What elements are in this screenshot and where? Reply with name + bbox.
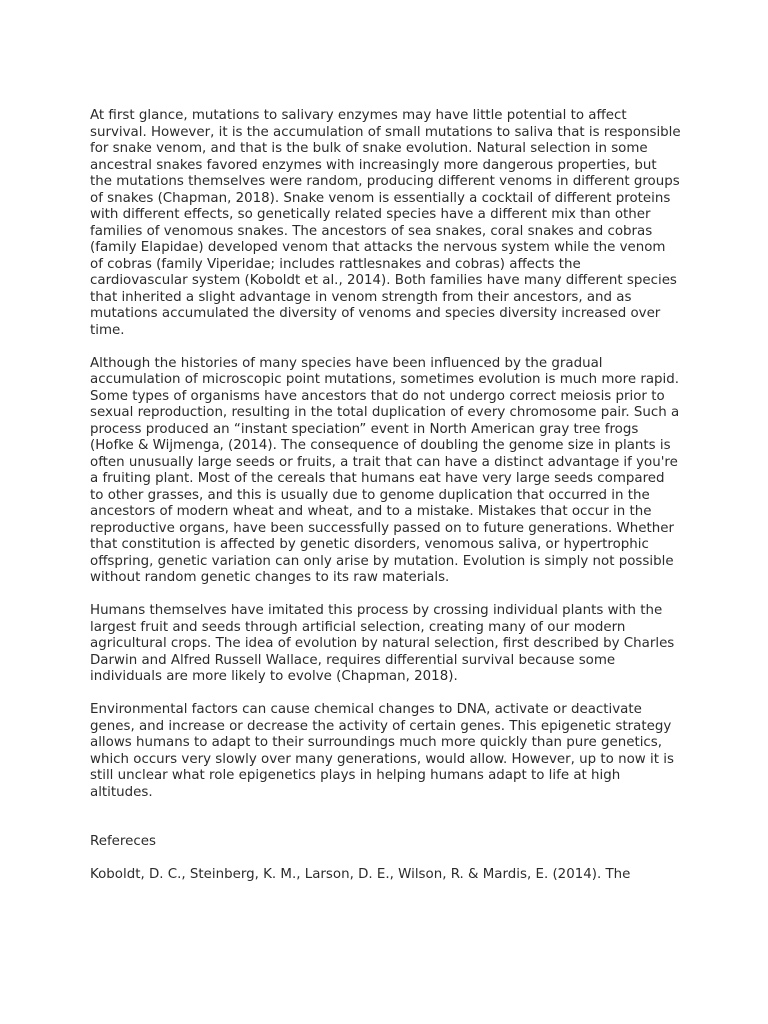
body-paragraph-1: At first glance, mutations to salivary enzymes may have little potential to affect survival. However, it is the accumulation of small mutations to saliva that is responsible for snake venom, and that is the bulk of snake evolution. Natural selection in some ancestral snakes favored enzymes with increasingly more dangerous properties, but the mutations themselves were random, producing different venoms in different groups of snakes (Chapman, 2018). Snake venom is essentially a cocktail of different proteins with different effects, so genetically related species have a different mix than other families of venomous snakes. The ancestors of sea snakes, coral snakes and cobras (family Elapidae) developed venom that attacks the nervous system while the venom of cobras (family Viperidae; includes rattlesnakes and cobras) affects the cardiovascular system (Koboldt et al., 2014). Both families have many different species that inherited a slight advantage in venom strength from their ancestors, and as mutations accumulated the diversity of venoms and species diversity increased over time. [90,108,681,338]
body-paragraph-2: Although the histories of many species have been influenced by the gradual accumulation of microscopic point mutations, sometimes evolution is much more rapid. Some types of organisms have ancestors that do not undergo correct meiosis prior to sexual reproduction, resulting in the total duplication of every chromosome pair. Such a process produced an “instant speciation” event in North American gray tree frogs (Hofke & Wijmenga, (2014). The consequence of doubling the genome size in plants is often unusually large seeds or fruits, a trait that can have a distinct advantage if you're a fruiting plant. Most of the cereals that humans eat have very large seeds compared to other grasses, and this is usually due to genome duplication that occurred in the ancestors of modern wheat and wheat, and to a mistake. Mistakes that occur in the reproductive organs, have been successfully passed on to future generations. Whether that constitution is affected by genetic disorders, venomous saliva, or hypertrophic offspring, genetic variation can only arise by mutation. Evolution is simply not possible without random genetic changes to its raw materials. [90,355,680,585]
body-paragraph-4: Environmental factors can cause chemical changes to DNA, activate or deactivate genes, and increase or decrease the activity of certain genes. This epigenetic strategy allows humans to adapt to their surroundings much more quickly than pure genetics, which occurs very slowly over many generations, would allow. However, up to now it is still unclear what role epigenetics plays in helping humans adapt to life at high altitudes. [90,702,674,800]
reference-entry: Koboldt, D. C., Steinberg, K. M., Larson, D. E., Wilson, R. & Mardis, E. (2014). The [90,867,631,882]
references-heading: Refereces [90,834,156,849]
body-paragraph-3: Humans themselves have imitated this process by crossing individual plants with the largest fruit and seeds through artificial selection, creating many of our modern agricultural crops. The idea of evolution by natural selection, first described by Charles Darwin and Alfred Russell Wallace, requires differential survival because some individuals are more likely to evolve (Chapman, 2018). [90,603,675,684]
document-page [90,108,682,884]
